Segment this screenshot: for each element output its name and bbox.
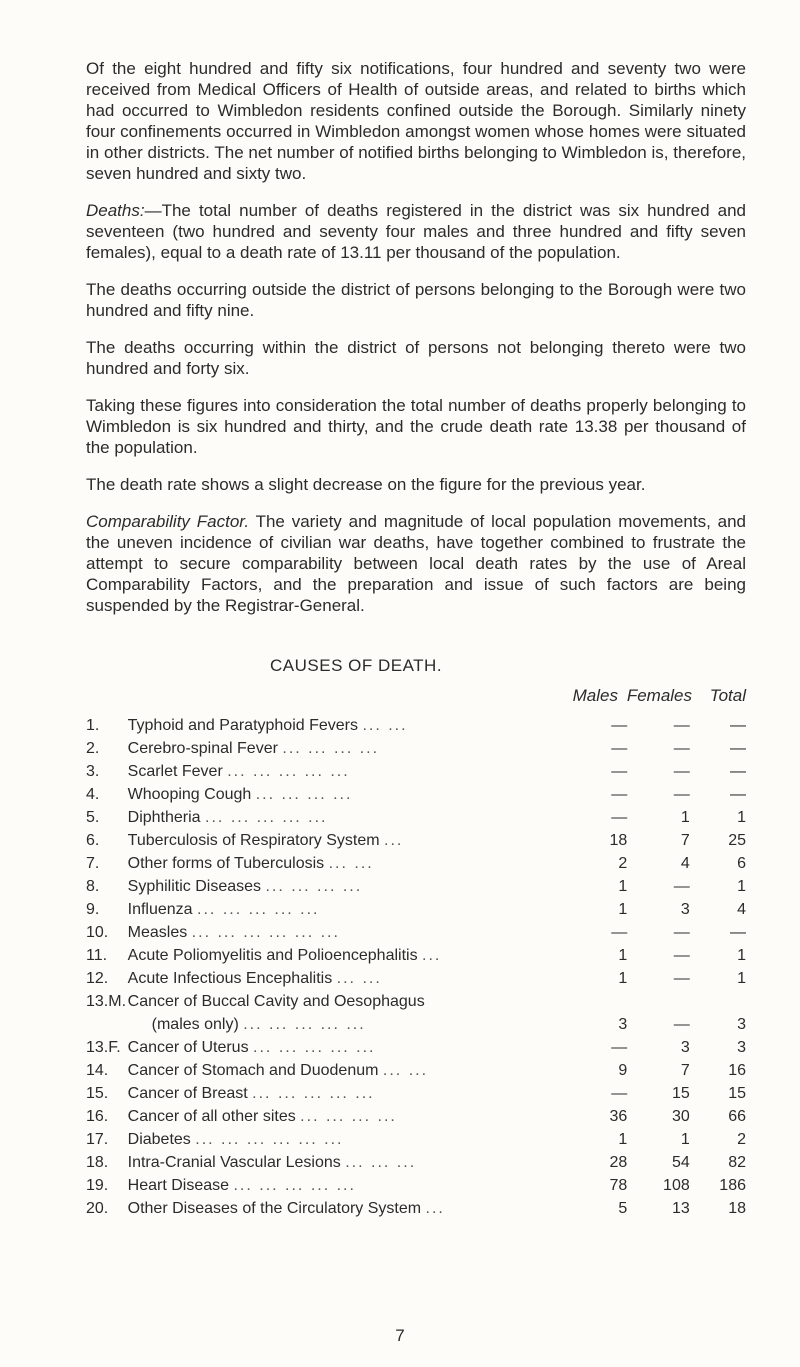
cause-label: Tuberculosis of Respiratory System <box>127 832 380 849</box>
cause-name <box>128 1057 569 1080</box>
cause-name <box>128 1195 569 1218</box>
total-value: 1 <box>737 878 746 895</box>
females-value: 108 <box>663 1177 690 1194</box>
males-value: 28 <box>609 1154 628 1171</box>
table-row <box>86 1080 746 1103</box>
table-row <box>86 735 746 758</box>
row-number: 19. <box>86 1177 109 1194</box>
cause-label: Cancer of Buccal Cavity and Oesophagus <box>127 993 425 1010</box>
cause-label: Intra-Cranial Vascular Lesions <box>127 1154 341 1171</box>
females-value: — <box>673 878 690 895</box>
males-value: — <box>611 809 628 826</box>
cause-name <box>128 1126 569 1149</box>
row-number: 16. <box>86 1108 109 1125</box>
page-number: 7 <box>395 1326 405 1345</box>
table-row <box>86 804 746 827</box>
leader-dots: ... <box>422 947 442 964</box>
cause-name <box>128 942 569 965</box>
males-value: 1 <box>618 947 628 964</box>
row-number: 1. <box>86 717 100 734</box>
column-header-total: Total <box>709 686 746 705</box>
total-value: — <box>730 717 746 734</box>
table-body <box>86 712 746 1218</box>
row-number: 17. <box>86 1131 109 1148</box>
cause-name <box>128 919 569 942</box>
column-header-males: Males <box>572 686 618 705</box>
table-row <box>86 965 746 988</box>
females-value: 15 <box>671 1085 690 1102</box>
males-value: 1 <box>618 1131 628 1148</box>
females-value: 3 <box>680 1039 690 1056</box>
table-row <box>86 1034 746 1057</box>
cause-label: Diabetes <box>127 1131 191 1148</box>
cause-name <box>128 827 569 850</box>
cause-label: Cancer of all other sites <box>127 1108 296 1125</box>
paragraph-notifications: Of the eight hundred and fifty six notifications, four hundred and seventy two were received from Medical Officers of Health of outside areas, and related to births which had occurred to Wimbledon residents confined outside the Borough. Similarly ninety four confinements occurred in Wimbledon amongst women whose homes were situated in other districts. The net number of notified births belonging to Wimbledon is, therefore, seven hundred and sixty two. <box>86 59 746 183</box>
females-value: 4 <box>680 855 690 872</box>
cause-name <box>128 896 569 919</box>
total-value: — <box>730 763 746 780</box>
row-number: 12. <box>86 970 109 987</box>
males-value: — <box>611 740 628 757</box>
leader-dots: ... ... ... ... <box>255 786 353 803</box>
females-value: 7 <box>680 1062 690 1079</box>
females-value: 3 <box>680 901 690 918</box>
row-number: 4. <box>86 786 100 803</box>
females-value: — <box>673 1016 690 1033</box>
table-row <box>86 1195 746 1218</box>
males-value: 5 <box>618 1200 628 1217</box>
leader-dots: ... ... <box>328 855 374 872</box>
cause-name <box>128 965 569 988</box>
females-value: — <box>673 740 690 757</box>
females-value: 1 <box>680 1131 690 1148</box>
leader-dots: ... ... ... ... ... <box>253 1039 376 1056</box>
row-number: 18. <box>86 1154 109 1171</box>
total-value: 4 <box>737 901 746 918</box>
table-row <box>86 1126 746 1149</box>
cause-name <box>128 850 569 873</box>
males-value: 9 <box>618 1062 628 1079</box>
leader-dots: ... ... ... ... <box>282 740 380 757</box>
table-row <box>86 988 746 1011</box>
total-value: 1 <box>737 970 746 987</box>
row-number: 6. <box>86 832 100 849</box>
paragraph-deaths-outside: The deaths occurring outside the district of persons belonging to the Borough were two hundred and fifty nine. <box>86 280 746 320</box>
row-number: 11. <box>86 947 108 964</box>
cause-label: Cerebro-spinal Fever <box>127 740 278 757</box>
column-header-females: Females <box>626 686 692 705</box>
table-row <box>86 1011 746 1034</box>
leader-dots: ... ... ... ... ... <box>227 763 350 780</box>
table-row <box>86 1149 746 1172</box>
males-value: 1 <box>618 901 628 918</box>
leader-dots: ... <box>425 1200 445 1217</box>
leader-dots: ... ... ... ... ... <box>197 901 320 918</box>
total-value: — <box>730 924 746 941</box>
cause-name <box>128 1103 569 1126</box>
total-value: 1 <box>737 947 746 964</box>
males-value: 1 <box>618 878 628 895</box>
total-value: 3 <box>737 1016 746 1033</box>
cause-label: Whooping Cough <box>127 786 252 803</box>
table-row <box>86 896 746 919</box>
total-value: 18 <box>728 1200 746 1217</box>
total-value: — <box>730 740 746 757</box>
row-number: 7. <box>86 855 100 872</box>
table-column-headers <box>86 686 746 706</box>
comparability-text: The variety and magnitude of local population movements, and the uneven incidence of civilian war deaths, have together combined to frustrate the attempt to secure comparability between local death rates by the use of Areal Comparability Factors, and the preparation and issue of such factors are being suspended by the Registrar-General. <box>86 512 746 615</box>
cause-label: Scarlet Fever <box>127 763 223 780</box>
cause-label: Other forms of Tuberculosis <box>127 855 325 872</box>
males-value: — <box>611 1085 628 1102</box>
causes-of-death-table <box>86 712 746 1218</box>
females-value: — <box>673 763 690 780</box>
leader-dots: ... <box>384 832 404 849</box>
cause-label: Typhoid and Paratyphoid Fevers <box>127 717 358 734</box>
row-number: 20. <box>86 1200 109 1217</box>
males-value: — <box>611 717 628 734</box>
males-value: 36 <box>609 1108 628 1125</box>
cause-name <box>128 1011 569 1034</box>
cause-name <box>128 735 569 758</box>
cause-name <box>128 804 569 827</box>
males-value: 18 <box>609 832 628 849</box>
total-value: 66 <box>728 1108 746 1125</box>
total-value: 15 <box>728 1085 746 1102</box>
cause-label: (males only) <box>151 1016 239 1033</box>
males-value: 2 <box>618 855 628 872</box>
table-row <box>86 1057 746 1080</box>
paragraph-deaths-within: The deaths occurring within the district of persons not belonging thereto were two hundred and forty six. <box>86 338 746 378</box>
table-row <box>86 712 746 735</box>
cause-label: Heart Disease <box>127 1177 230 1194</box>
females-value: 54 <box>671 1154 690 1171</box>
females-value: 30 <box>671 1108 690 1125</box>
cause-label: Syphilitic Diseases <box>127 878 262 895</box>
total-value <box>690 988 746 1011</box>
row-number: 13.M. <box>86 993 127 1010</box>
deaths-lead: Deaths: <box>86 201 145 220</box>
paragraph-crude-rate: Taking these figures into consideration the total number of deaths properly belonging to Wimbledon is six hundred and thirty, and the crude death rate 13.38 per thousand of the population. <box>86 396 746 457</box>
females-value: 13 <box>671 1200 690 1217</box>
males-value: — <box>611 763 628 780</box>
leader-dots: ... ... <box>336 970 382 987</box>
row-number: 5. <box>86 809 100 826</box>
row-number: 10. <box>86 924 109 941</box>
leader-dots: ... ... ... ... ... ... <box>195 1131 344 1148</box>
cause-name <box>128 988 569 1011</box>
cause-name <box>128 712 569 735</box>
document-page <box>86 58 746 1218</box>
row-number <box>86 1011 128 1034</box>
females-value: — <box>673 786 690 803</box>
comparability-lead: Comparability Factor. <box>86 512 250 531</box>
total-value: — <box>730 786 746 803</box>
leader-dots: ... ... ... ... <box>265 878 363 895</box>
cause-name <box>128 1149 569 1172</box>
row-number: 15. <box>86 1085 109 1102</box>
total-value: 16 <box>728 1062 746 1079</box>
females-value: 1 <box>680 809 690 826</box>
cause-name <box>128 873 569 896</box>
males-value: 78 <box>609 1177 628 1194</box>
cause-label: Influenza <box>127 901 193 918</box>
males-value <box>569 988 627 1011</box>
table-row <box>86 850 746 873</box>
females-value: 7 <box>680 832 690 849</box>
females-value: — <box>673 947 690 964</box>
total-value: 6 <box>737 855 746 872</box>
table-row <box>86 919 746 942</box>
total-value: 82 <box>728 1154 746 1171</box>
males-value: — <box>611 1039 628 1056</box>
females-value <box>627 988 689 1011</box>
cause-name <box>128 1080 569 1103</box>
deaths-text: —The total number of deaths registered in the district was six hundred and seventeen (two hundred and seventy four males and three hundred and fifty seven females), equal to a death rate of 13.11 per thousand of the population. <box>86 201 746 262</box>
table-title: CAUSES OF DEATH. <box>270 656 443 675</box>
leader-dots: ... ... <box>362 717 408 734</box>
row-number: 3. <box>86 763 100 780</box>
table-row <box>86 1172 746 1195</box>
cause-label: Acute Poliomyelitis and Polioencephalitis <box>127 947 418 964</box>
leader-dots: ... ... <box>382 1062 429 1079</box>
males-value: 3 <box>618 1016 628 1033</box>
row-number: 14. <box>86 1062 109 1079</box>
paragraph-deaths <box>86 200 746 263</box>
row-number: 2. <box>86 740 100 757</box>
total-value: 1 <box>737 809 746 826</box>
females-value: — <box>673 717 690 734</box>
females-value: — <box>673 970 690 987</box>
leader-dots: ... ... ... ... ... <box>243 1016 366 1033</box>
cause-label: Cancer of Stomach and Duodenum <box>127 1062 379 1079</box>
leader-dots: ... ... ... ... ... <box>205 809 328 826</box>
paragraph-death-rate-decrease: The death rate shows a slight decrease on the figure for the previous year. <box>86 475 646 494</box>
females-value: — <box>673 924 690 941</box>
leader-dots: ... ... ... ... ... ... <box>191 924 340 941</box>
cause-label: Cancer of Uterus <box>127 1039 249 1056</box>
cause-name <box>128 758 569 781</box>
row-number: 8. <box>86 878 100 895</box>
cause-label: Measles <box>127 924 188 941</box>
cause-name <box>128 1034 569 1057</box>
cause-name <box>128 1172 569 1195</box>
males-value: — <box>611 786 628 803</box>
table-row <box>86 827 746 850</box>
cause-label: Acute Infectious Encephalitis <box>127 970 333 987</box>
total-value: 25 <box>728 832 746 849</box>
row-number: 13.F. <box>86 1039 121 1056</box>
cause-name <box>128 781 569 804</box>
table-row <box>86 781 746 804</box>
total-value: 3 <box>737 1039 746 1056</box>
leader-dots: ... ... ... <box>345 1154 417 1171</box>
leader-dots: ... ... ... ... <box>300 1108 397 1125</box>
leader-dots: ... ... ... ... ... <box>233 1177 356 1194</box>
cause-label: Diphtheria <box>127 809 201 826</box>
table-row <box>86 758 746 781</box>
row-number: 9. <box>86 901 100 918</box>
paragraph-comparability <box>86 511 746 616</box>
males-value: 1 <box>618 970 628 987</box>
table-row <box>86 942 746 965</box>
males-value: — <box>611 924 628 941</box>
table-row <box>86 873 746 896</box>
cause-label: Cancer of Breast <box>127 1085 248 1102</box>
total-value: 186 <box>719 1177 746 1194</box>
leader-dots: ... ... ... ... ... <box>252 1085 375 1102</box>
total-value: 2 <box>737 1131 746 1148</box>
cause-label: Other Diseases of the Circulatory System <box>127 1200 422 1217</box>
table-row <box>86 1103 746 1126</box>
